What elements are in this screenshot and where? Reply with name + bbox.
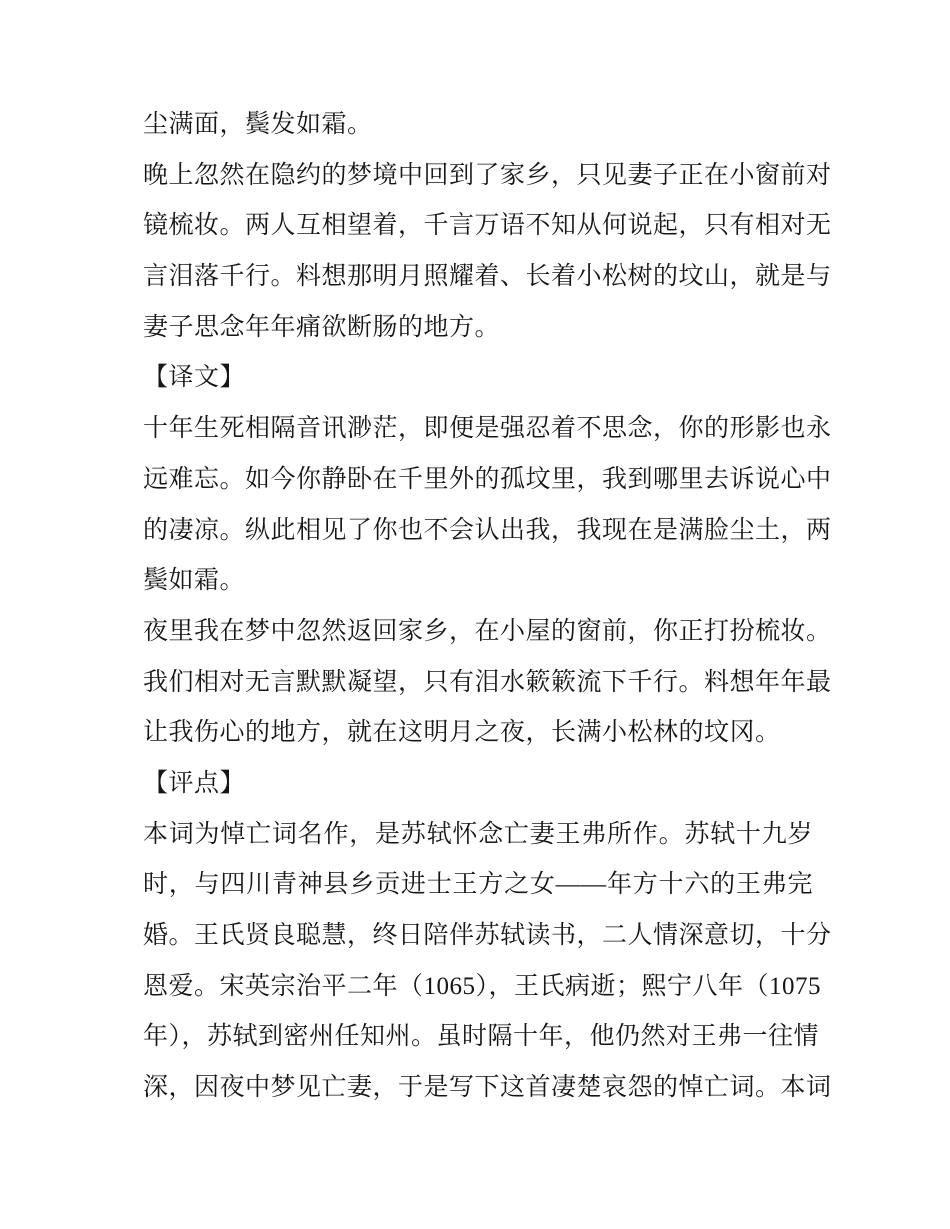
text-line: 鬓如霜。 xyxy=(143,567,246,595)
text-line: 恩爱。宋英宗治平二年（1065），王氏病逝；熙宁八年（1075 xyxy=(143,972,822,1000)
text-line: 镜梳妆。两人互相望着，千言万语不知从何说起，只有相对无 xyxy=(143,212,832,240)
section-header-commentary: 【评点】 xyxy=(143,769,246,797)
text-line: 我们相对无言默默凝望，只有泪水簌簌流下千行。料想年年最 xyxy=(143,668,832,696)
text-line: 让我伤心的地方，就在这明月之夜，长满小松林的坟冈。 xyxy=(143,719,781,747)
text-line: 的凄凉。纵此相见了你也不会认出我，我现在是满脸尘土，两 xyxy=(143,516,832,544)
text-line: 远难忘。如今你静卧在千里外的孤坟里，我到哪里去诉说心中 xyxy=(143,465,832,493)
section-header-translation: 【译文】 xyxy=(143,364,246,392)
text-block xyxy=(143,100,832,1114)
text-line: 晚上忽然在隐约的梦境中回到了家乡，只见妻子正在小窗前对 xyxy=(143,161,832,189)
text-line: 时，与四川青神县乡贡进士王方之女——年方十六的王弗完 xyxy=(143,871,813,899)
text-line: 婚。王氏贤良聪慧，终日陪伴苏轼读书，二人情深意切，十分 xyxy=(143,922,832,949)
text-line: 言泪落千行。料想那明月照耀着、长着小松树的坟山，就是与 xyxy=(143,263,832,291)
text-line: 十年生死相隔音讯渺茫，即便是强忍着不思念，你的形影也永 xyxy=(143,415,832,443)
text-line: 年），苏轼到密州任知州。虽时隔十年，他仍然对王弗一往情 xyxy=(143,1023,820,1051)
text-line: 夜里我在梦中忽然返回家乡，在小屋的窗前，你正打扮梳妆。 xyxy=(143,617,832,645)
text-line: 妻子思念年年痛欲断肠的地方。 xyxy=(143,313,501,341)
text-line: 尘满面，鬓发如霜。 xyxy=(143,111,373,138)
text-line: 深，因夜中梦见亡妻，于是写下这首凄楚哀怨的悼亡词。本词 xyxy=(143,1074,832,1102)
text-line: 本词为悼亡词名作，是苏轼怀念亡妻王弗所作。苏轼十九岁 xyxy=(143,820,813,848)
